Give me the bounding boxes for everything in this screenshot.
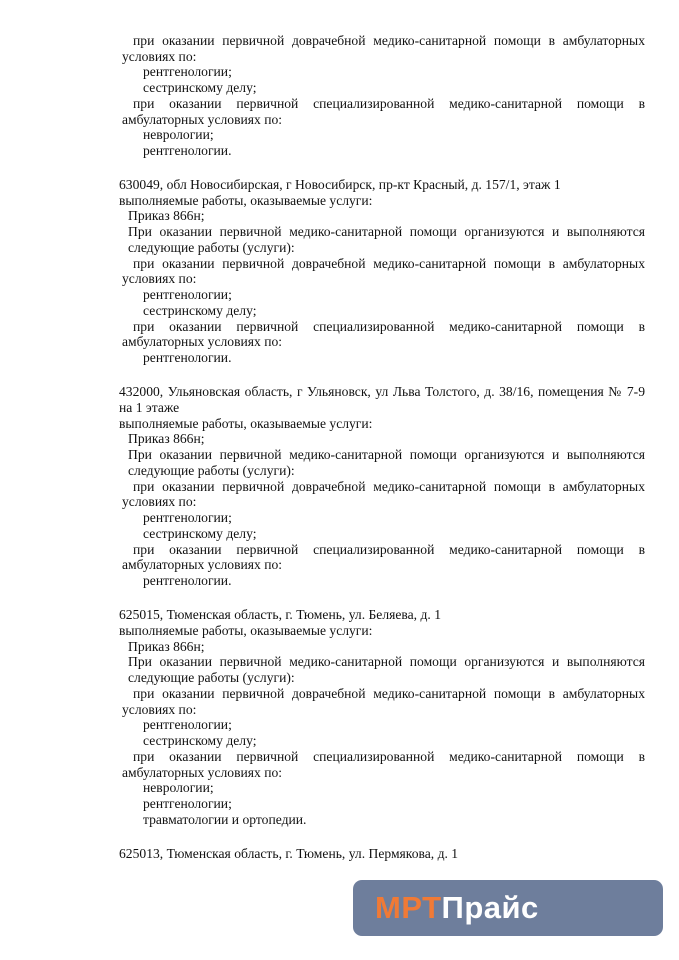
- text-line: следующие работы (услуги):: [128, 463, 295, 478]
- mrtprice-logo: [353, 880, 663, 936]
- text-line: условиях по:: [122, 271, 197, 286]
- text-line: при оказании первичной специализированной медико-санитарной помощи в: [133, 96, 645, 111]
- text-line: при оказании первичной доврачебной медико-санитарной помощи в амбулаторных: [133, 479, 645, 494]
- text-line: рентгенологии;: [143, 796, 232, 811]
- text-line: условиях по:: [122, 49, 197, 64]
- address-line: 630049, обл Новосибирская, г Новосибирск, пр-кт Красный, д. 157/1, этаж 1: [119, 177, 561, 192]
- text-line: при оказании первичной специализированной медико-санитарной помощи в: [133, 749, 645, 764]
- text-line: при оказании первичной доврачебной медико-санитарной помощи в амбулаторных: [133, 686, 645, 701]
- text-line: сестринскому делу;: [143, 80, 257, 95]
- text-line: при оказании первичной доврачебной медико-санитарной помощи в амбулаторных: [133, 33, 645, 48]
- logo-part-mrt: МРТ: [375, 890, 442, 925]
- address-line: 625015, Тюменская область, г. Тюмень, ул. Беляева, д. 1: [119, 607, 441, 622]
- text-line: рентгенологии;: [143, 510, 232, 525]
- text-line: неврологии;: [143, 780, 214, 795]
- text-line: рентгенологии;: [143, 717, 232, 732]
- text-line: при оказании первичной доврачебной медико-санитарной помощи в амбулаторных: [133, 256, 645, 271]
- text-line: при оказании первичной специализированной медико-санитарной помощи в: [133, 542, 645, 557]
- text-line: следующие работы (услуги):: [128, 670, 295, 685]
- text-line: При оказании первичной медико-санитарной помощи организуются и выполняются: [128, 654, 645, 669]
- text-line: сестринскому делу;: [143, 733, 257, 748]
- text-line: При оказании первичной медико-санитарной помощи организуются и выполняются: [128, 224, 645, 239]
- text-line: выполняемые работы, оказываемые услуги:: [119, 623, 373, 638]
- address-line: 625013, Тюменская область, г. Тюмень, ул. Пермякова, д. 1: [119, 846, 459, 861]
- text-line: выполняемые работы, оказываемые услуги:: [119, 416, 373, 431]
- text-line: травматологии и ортопедии.: [143, 812, 307, 827]
- address-line: на 1 этаже: [119, 400, 180, 415]
- text-line: при оказании первичной специализированной медико-санитарной помощи в: [133, 319, 645, 334]
- text-line: рентгенологии.: [143, 573, 232, 588]
- text-line: рентгенологии.: [143, 143, 232, 158]
- text-line: условиях по:: [122, 494, 197, 509]
- text-line: сестринскому делу;: [143, 526, 257, 541]
- text-line: условиях по:: [122, 702, 197, 717]
- text-line: амбулаторных условиях по:: [122, 334, 283, 349]
- address-line: 432000, Ульяновская область, г Ульяновск, ул Льва Толстого, д. 38/16, помещения № 7-9: [119, 384, 645, 399]
- text-line: неврологии;: [143, 127, 214, 142]
- text-line: выполняемые работы, оказываемые услуги:: [119, 193, 373, 208]
- text-line: рентгенологии;: [143, 287, 232, 302]
- text-line: следующие работы (услуги):: [128, 240, 295, 255]
- text-line: амбулаторных условиях по:: [122, 112, 283, 127]
- text-line: амбулаторных условиях по:: [122, 765, 283, 780]
- text-line: сестринскому делу;: [143, 303, 257, 318]
- logo-part-price: Прайс: [441, 890, 539, 925]
- text-line: рентгенологии.: [143, 350, 232, 365]
- text-line: амбулаторных условиях по:: [122, 557, 283, 572]
- text-line: При оказании первичной медико-санитарной помощи организуются и выполняются: [128, 447, 645, 462]
- text-line: Приказ 866н;: [128, 431, 205, 446]
- text-line: Приказ 866н;: [128, 208, 205, 223]
- text-line: Приказ 866н;: [128, 639, 205, 654]
- text-line: рентгенологии;: [143, 64, 232, 79]
